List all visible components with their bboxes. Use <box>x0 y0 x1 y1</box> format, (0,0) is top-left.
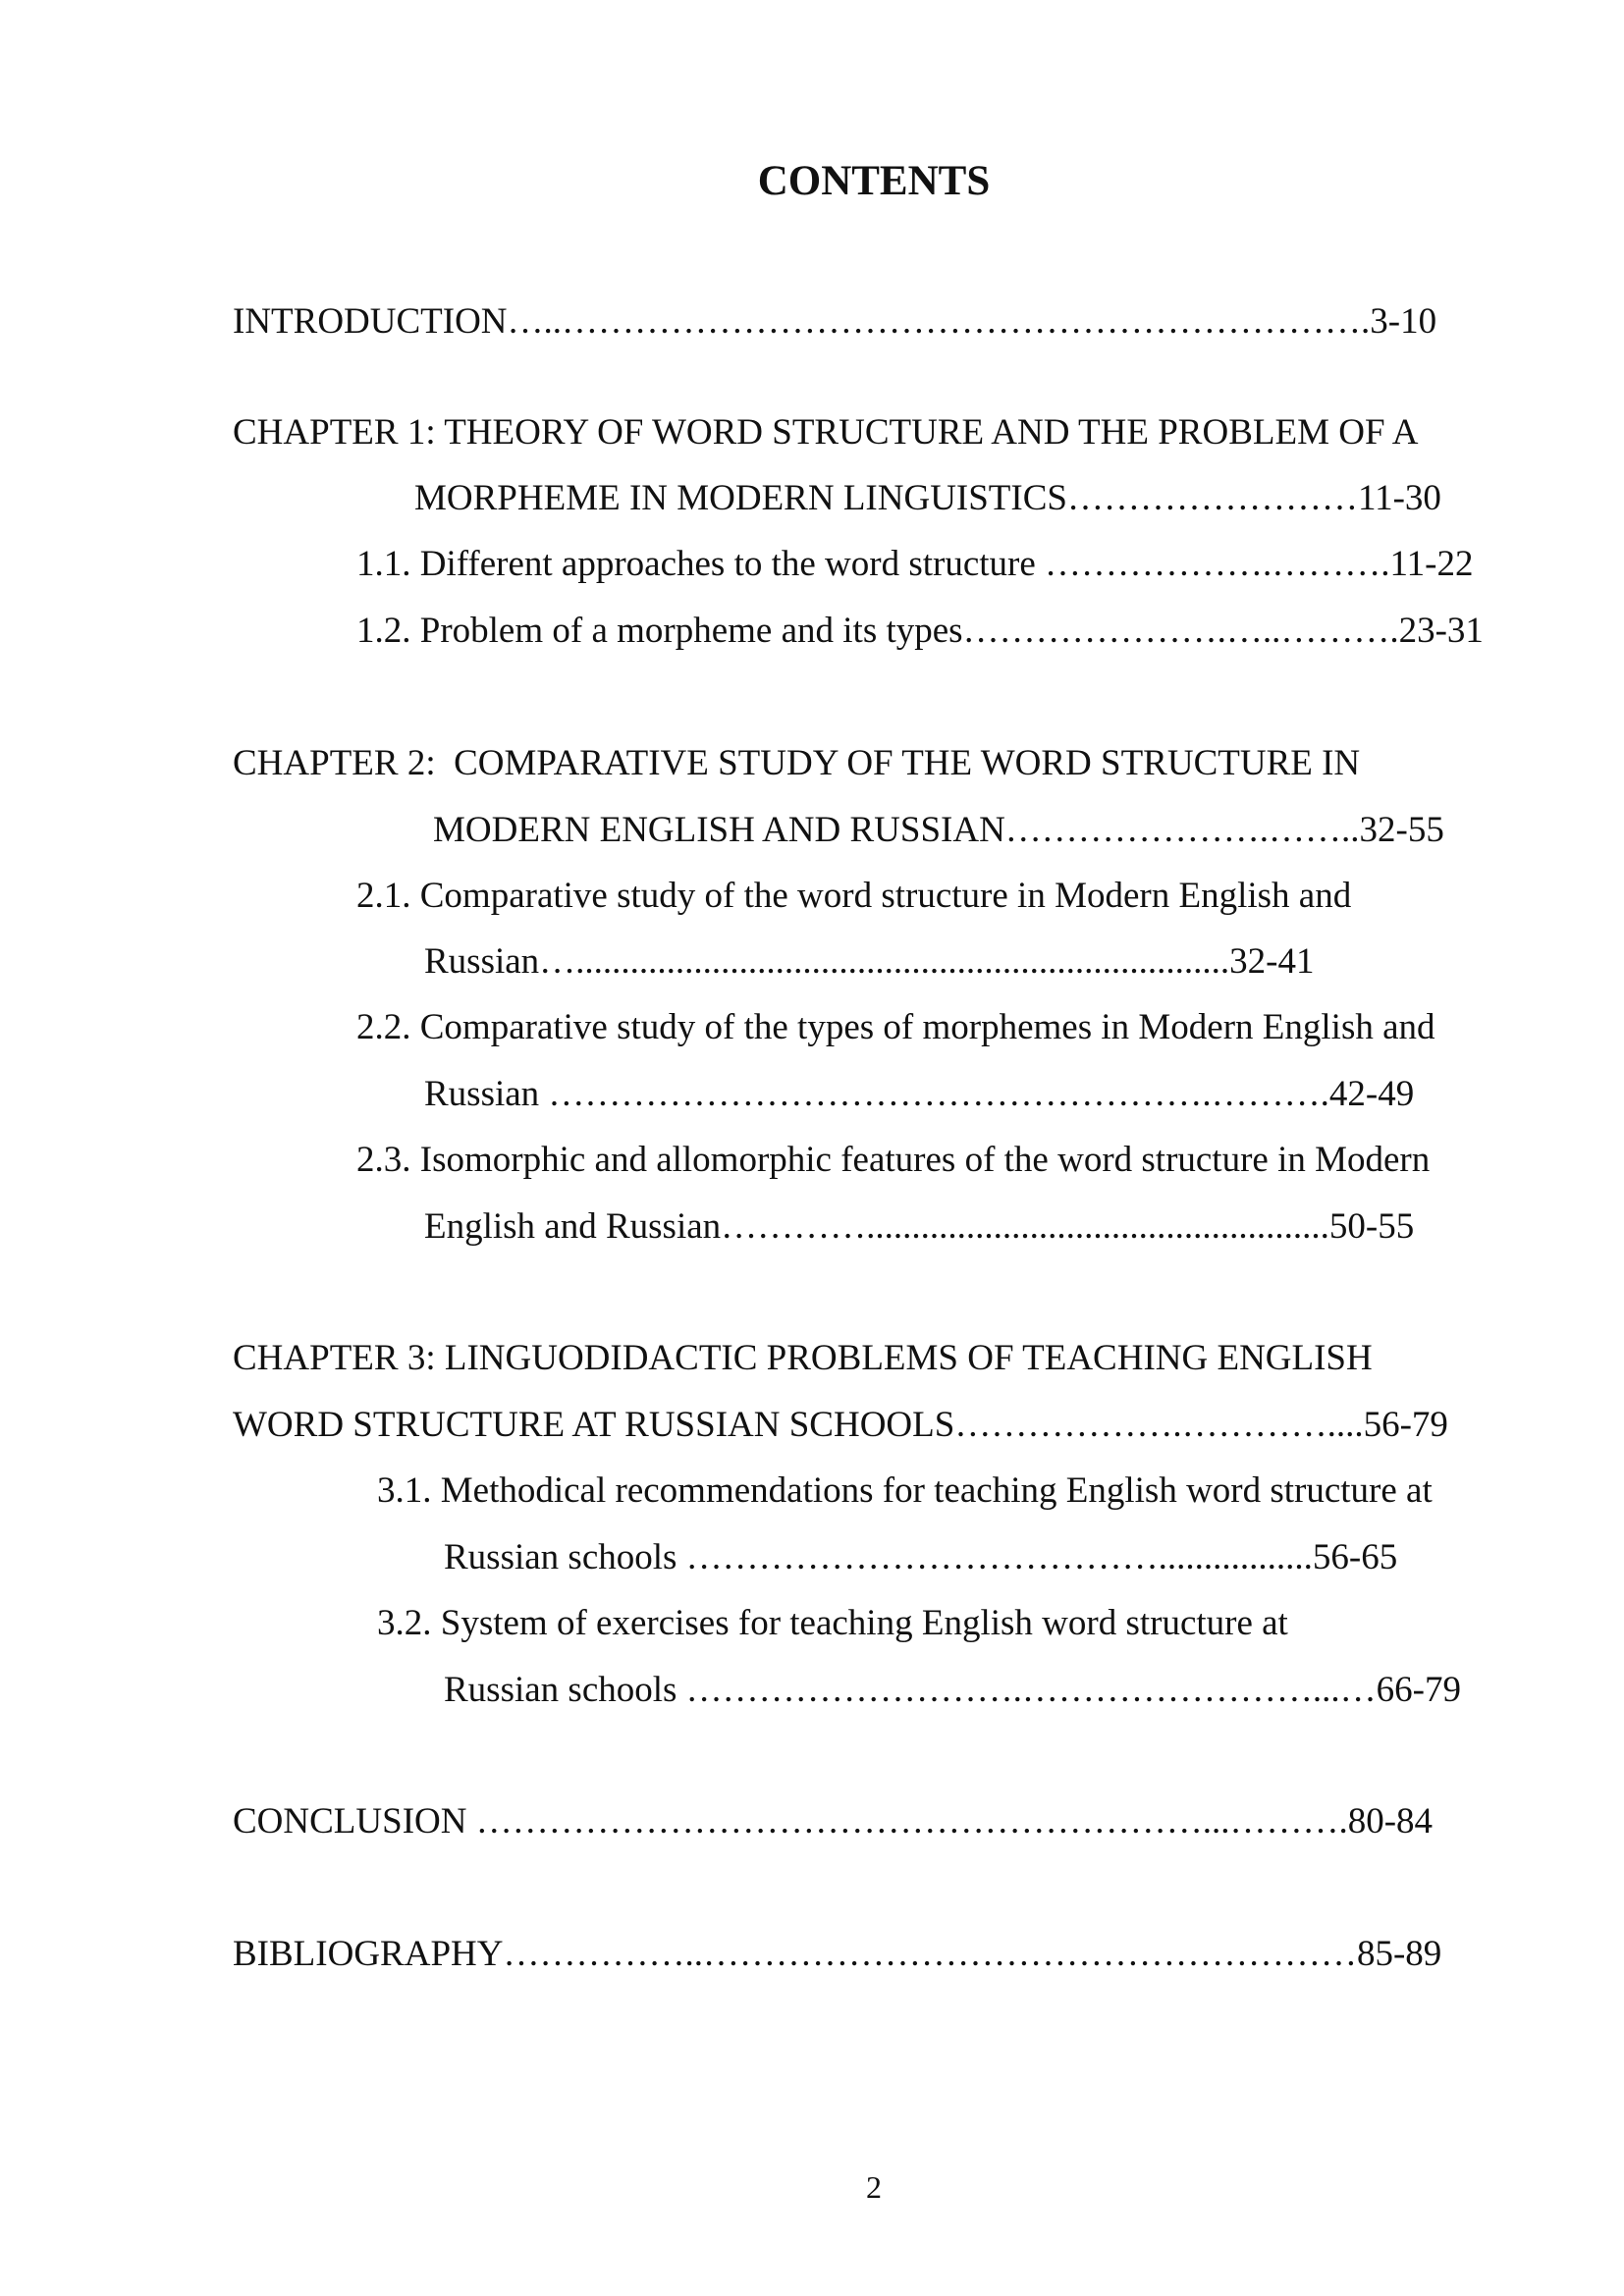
toc-section-2-1: 2.1. Comparative study of the word structure in Modern English and <box>356 876 1352 916</box>
toc-chapter-3-title-continued: WORD STRUCTURE AT RUSSIAN SCHOOLS……………….…………....56-79 <box>233 1405 1448 1445</box>
toc-introduction: INTRODUCTION…..………………………………………………………….3-10 <box>233 301 1437 342</box>
page-title: CONTENTS <box>757 158 991 204</box>
toc-section-3-2-continued: Russian schools ……………………….……………………...…66-79 <box>444 1670 1461 1710</box>
toc-bibliography: BIBLIOGRAPHY……………..………………………………………………85-89 <box>233 1934 1442 1974</box>
toc-chapter-2-title: CHAPTER 2: COMPARATIVE STUDY OF THE WORD STRUCTURE IN <box>233 743 1361 783</box>
toc-section-3-1: 3.1. Methodical recommendations for teaching English word structure at <box>377 1470 1433 1511</box>
toc-conclusion: CONCLUSION ……………………………………………………...……….80-84 <box>233 1801 1434 1842</box>
toc-section-1-1: 1.1. Different approaches to the word structure ……………….……….11-22 <box>356 544 1474 584</box>
toc-chapter-2-title-continued: MODERN ENGLISH AND RUSSIAN………………….……..32-55 <box>433 810 1444 850</box>
toc-section-3-2: 3.2. System of exercises for teaching English word structure at <box>377 1603 1288 1643</box>
toc-section-2-2-continued: Russian ……………………………………………….……….42-49 <box>424 1074 1415 1114</box>
toc-section-2-3-continued: English and Russian…………...................................................50-55 <box>424 1206 1415 1247</box>
toc-section-3-1-continued: Russian schools ………………………………….................56-65 <box>444 1537 1398 1577</box>
toc-chapter-1-title: CHAPTER 1: THEORY OF WORD STRUCTURE AND THE PROBLEM OF A <box>233 412 1419 453</box>
toc-section-2-1-continued: Russian…........................................................................32-41 <box>424 941 1315 982</box>
page-number: 2 <box>866 2169 882 2205</box>
toc-chapter-3-title: CHAPTER 3: LINGUODIDACTIC PROBLEMS OF TEACHING ENGLISH <box>233 1338 1373 1378</box>
toc-section-1-2: 1.2. Problem of a morpheme and its types………………….…..……….23-31 <box>356 611 1484 651</box>
toc-section-2-2: 2.2. Comparative study of the types of morphemes in Modern English and <box>356 1007 1435 1047</box>
toc-section-2-3: 2.3. Isomorphic and allomorphic features of the word structure in Modern <box>356 1140 1431 1180</box>
toc-chapter-1-title-continued: MORPHEME IN MODERN LINGUISTICS……………………11-30 <box>414 478 1441 518</box>
